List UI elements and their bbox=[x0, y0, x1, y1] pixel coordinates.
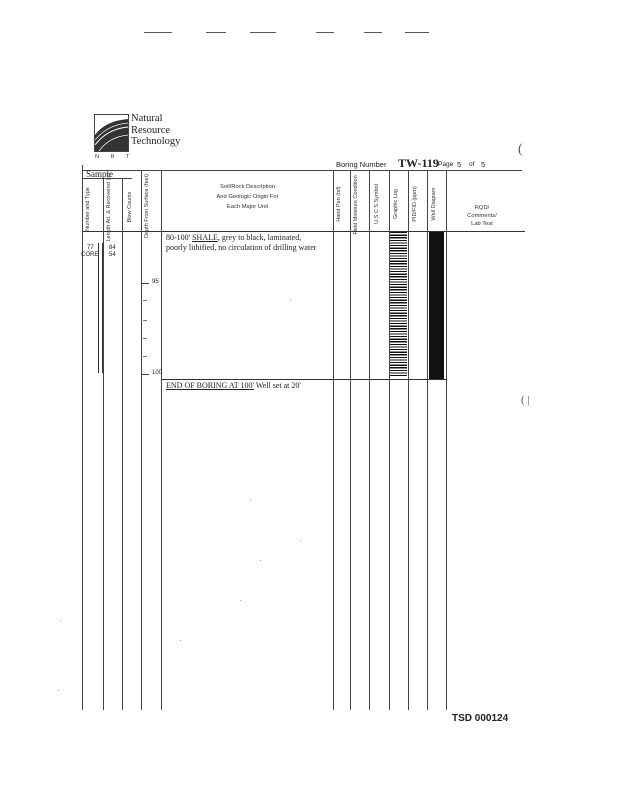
speck bbox=[58, 690, 59, 691]
depth-tick bbox=[141, 283, 149, 284]
sample-recovered: 54 bbox=[109, 252, 116, 258]
minor-tick bbox=[143, 356, 147, 357]
rqd-header-line2: Comments/ bbox=[467, 213, 497, 219]
col-line bbox=[427, 170, 428, 710]
speck bbox=[250, 500, 251, 501]
col-line bbox=[408, 170, 409, 710]
speck bbox=[290, 300, 291, 301]
blow-counts-header: Blow Counts bbox=[127, 191, 133, 223]
top-mark bbox=[405, 32, 429, 33]
sample-length: 84 bbox=[109, 245, 116, 251]
speck bbox=[260, 560, 261, 561]
sample-group-header: Sample bbox=[86, 169, 113, 179]
rqd-header-line3: Lab Test bbox=[471, 221, 493, 227]
col-line bbox=[122, 178, 123, 710]
sample-type: CORE bbox=[81, 252, 99, 258]
end-of-boring bbox=[166, 381, 301, 391]
top-mark bbox=[250, 32, 276, 33]
top-mark bbox=[316, 32, 334, 33]
sample-interval-bar bbox=[98, 243, 103, 373]
col-line bbox=[141, 170, 142, 710]
col-line bbox=[161, 170, 162, 710]
page-total: 5 bbox=[481, 160, 486, 169]
rqd-header-line1: RQD/ bbox=[474, 205, 490, 211]
length-recovered-header: Length Att. & Recovered (in) bbox=[106, 172, 112, 242]
pid-header: PID/FID (ppm) bbox=[412, 186, 418, 222]
col-line bbox=[333, 170, 334, 710]
speck bbox=[60, 620, 61, 621]
end-of-boring-line bbox=[162, 379, 446, 380]
end-of-boring-note: Well set at 20' bbox=[255, 381, 301, 390]
company-line-2: Resource bbox=[131, 124, 171, 136]
top-mark bbox=[364, 32, 382, 33]
number-type-header: Number and Type bbox=[85, 187, 91, 231]
shale-rest: , grey to black, laminated, bbox=[217, 233, 302, 242]
field-moisture-header: Field Moisture Condition bbox=[353, 175, 359, 235]
of-label: of bbox=[469, 161, 475, 168]
end-of-boring-text: END OF BORING AT 100' bbox=[166, 381, 254, 390]
description-header bbox=[162, 182, 333, 212]
depth-tick bbox=[141, 374, 149, 375]
minor-tick bbox=[143, 320, 147, 321]
col-line bbox=[350, 170, 351, 710]
description-header-line2: And Geologic Origin For bbox=[216, 194, 279, 200]
speck bbox=[240, 600, 241, 601]
speck bbox=[300, 540, 301, 541]
page-label: Page bbox=[438, 161, 454, 168]
company-name bbox=[131, 113, 180, 148]
page-number: 5 bbox=[457, 160, 462, 169]
graphic-log-header: Graphic Log bbox=[393, 189, 399, 219]
depth-100: 100 bbox=[152, 370, 163, 376]
top-mark bbox=[206, 32, 226, 33]
depth-95: 95 bbox=[152, 279, 159, 285]
well-diagram-header: Well Diagram bbox=[431, 187, 437, 221]
well-diagram-fill bbox=[429, 232, 444, 379]
depth-header: Depth From Surface (feet) bbox=[144, 174, 150, 238]
minor-tick bbox=[143, 300, 147, 301]
boring-number-label: Boring Number bbox=[336, 160, 387, 169]
shale-line2: poorly lithified, no circulation of drilling water bbox=[166, 243, 317, 252]
uscs-header: U S C S Symbol bbox=[374, 184, 380, 224]
description-header-line3: Each Major Unit bbox=[226, 204, 269, 210]
minor-tick bbox=[143, 338, 147, 339]
shale-description bbox=[166, 233, 316, 253]
shale-name: SHALE bbox=[192, 233, 218, 242]
boring-number: TW-119 bbox=[398, 156, 439, 170]
speck bbox=[180, 640, 181, 641]
bates-number: TSD 000124 bbox=[452, 713, 509, 724]
description-header-line1: Soil/Rock Description bbox=[219, 184, 276, 190]
rqd-header bbox=[452, 204, 512, 228]
graphic-log-pattern bbox=[390, 232, 407, 377]
edge-mark: ( | bbox=[521, 394, 530, 406]
shale-range: 80-100' bbox=[166, 233, 191, 242]
col-line bbox=[103, 178, 104, 710]
company-line-3: Technology bbox=[131, 136, 181, 147]
company-abbrev: N R T bbox=[95, 154, 135, 160]
sample-number: 77 bbox=[87, 245, 94, 251]
col-line bbox=[369, 170, 370, 710]
company-line-1: Natural bbox=[131, 113, 163, 124]
hand-pen-header: Hand Pen (tsf) bbox=[336, 186, 342, 222]
edge-mark: ( bbox=[518, 142, 523, 157]
top-mark bbox=[144, 32, 172, 33]
col-line bbox=[82, 165, 83, 710]
company-logo bbox=[94, 114, 129, 152]
col-line bbox=[446, 170, 447, 710]
